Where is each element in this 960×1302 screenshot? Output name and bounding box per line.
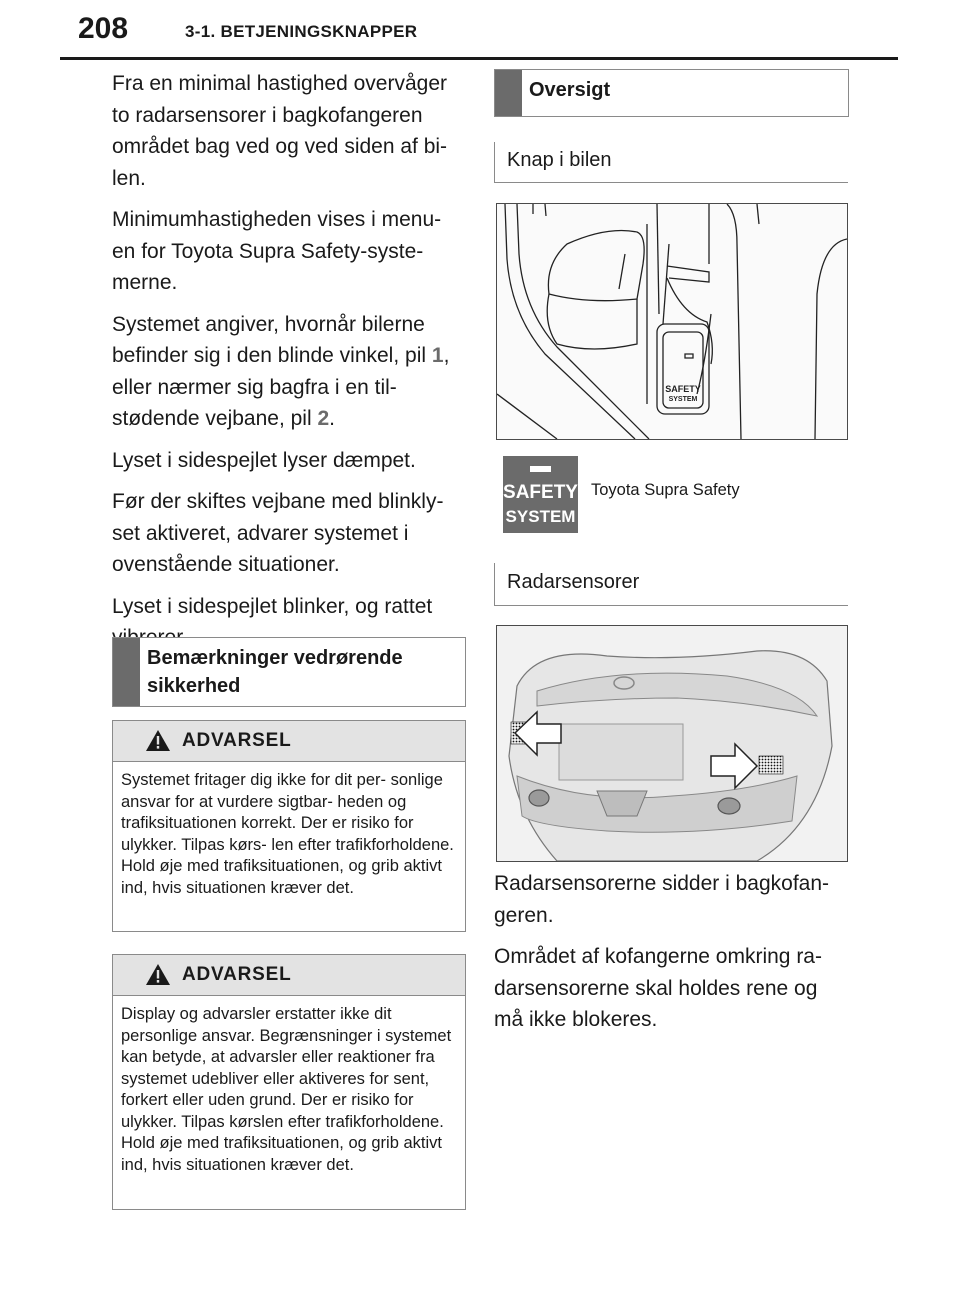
paragraph-3: [112, 309, 464, 435]
warning-text: Systemet fritager dig ikke for dit per- sonlige ansvar for at vurdere sigtbar- heden og trafiksituationen korrekt. Der er risiko for ulykker. Tilpas kørs- len efter trafikforholdene. Hold øje med trafiksituationen, og grib aktivt ind, hvis situationen kræver det.: [121, 771, 454, 897]
radar-sensors-heading: Radarsensorer: [494, 563, 848, 606]
warning-header: [113, 955, 465, 996]
overview-box: [494, 69, 849, 117]
console-safety-text: SAFETY: [665, 384, 701, 394]
warning-text: Display og advarsler erstatter ikke dit personlige ansvar. Begrænsninger i systemet kan betyde, at advarsler eller reaktioner fra systemet udebliver eller aktiveres for sent, forkert eller uden grund. Der er risiko for ulykker. Tilpas kørslen efter trafikforholdene. Hold øje med trafiksituationen, og grib aktivt ind, hvis situationen kræver det.: [121, 1005, 452, 1174]
overview-title: Oversigt: [529, 79, 611, 101]
car-rear-drawing: [497, 626, 847, 861]
console-line-drawing: [497, 204, 847, 439]
radar-paragraph-2: Området af kofangerne omkring ra- darsensorerne skal holdes rene og må ikke blokeres.: [494, 945, 822, 1031]
paragraph-4: Lyset i sidespejlet lyser dæmpet.: [112, 448, 416, 472]
safety-notes-title: Bemærkninger vedrørende sikkerhed: [147, 647, 403, 697]
radar-sensor-text: [494, 868, 846, 1046]
paragraph-6: Lyset i sidespejlet blinker, og rattet: [112, 594, 433, 618]
warning-box-1: [112, 720, 466, 932]
safety-notes-box: [112, 637, 466, 707]
arrow-ref-2: 2: [317, 407, 330, 430]
warning-header: [113, 721, 465, 762]
paragraph-3-part-c: .: [329, 407, 336, 430]
paragraph-2: Minimumhastigheden vises i menu- en for Toyota Supra Safety-syste- merne.: [112, 208, 442, 294]
header-rule: [60, 57, 898, 60]
warning-triangle-icon: [145, 729, 171, 752]
section-title: 3-1. BETJENINGSKNAPPER: [185, 22, 418, 41]
safety-system-button-icon: [503, 456, 578, 533]
warning-triangle-icon: [145, 963, 171, 986]
gray-tab: [113, 638, 140, 706]
button-in-car-heading: Knap i bilen: [494, 142, 848, 183]
paragraph-3-part-a: Systemet angiver, hvornår bilerne befinder sig i den blinde vinkel, pil: [112, 312, 427, 367]
page-number: 208: [78, 12, 129, 45]
paragraph-5: Før der skiftes vejbane med blinkly- set aktiveret, advarer systemet i ovenstående situationer.: [112, 490, 444, 576]
console-system-text: SYSTEM: [668, 396, 698, 403]
left-column-text: [112, 68, 464, 664]
warning-box-2: [112, 954, 466, 1210]
paragraph-3-part-b: , eller nærmer sig bagfra i en til- stødende vejbane, pil: [112, 344, 450, 430]
icon-safety-text: SAFETY: [503, 482, 578, 503]
safety-icon-caption: Toyota Supra Safety: [591, 481, 740, 499]
radar-paragraph-1: Radarsensorerne sidder i bagkofan- geren.: [494, 872, 830, 927]
arrow-ref-1: 1: [431, 344, 444, 367]
center-console-illustration: [496, 203, 848, 440]
warning-label: ADVARSEL: [182, 964, 292, 985]
warning-label: ADVARSEL: [182, 730, 292, 751]
paragraph-1: Fra en minimal hastighed overvåger to radarsensorer i bagkofangeren området bag ved og ved siden af bi- len.: [112, 72, 448, 190]
car-rear-radar-illustration: [496, 625, 848, 862]
safety-system-icon: [503, 456, 578, 533]
icon-system-text: SYSTEM: [505, 507, 576, 526]
gray-tab: [495, 70, 522, 116]
